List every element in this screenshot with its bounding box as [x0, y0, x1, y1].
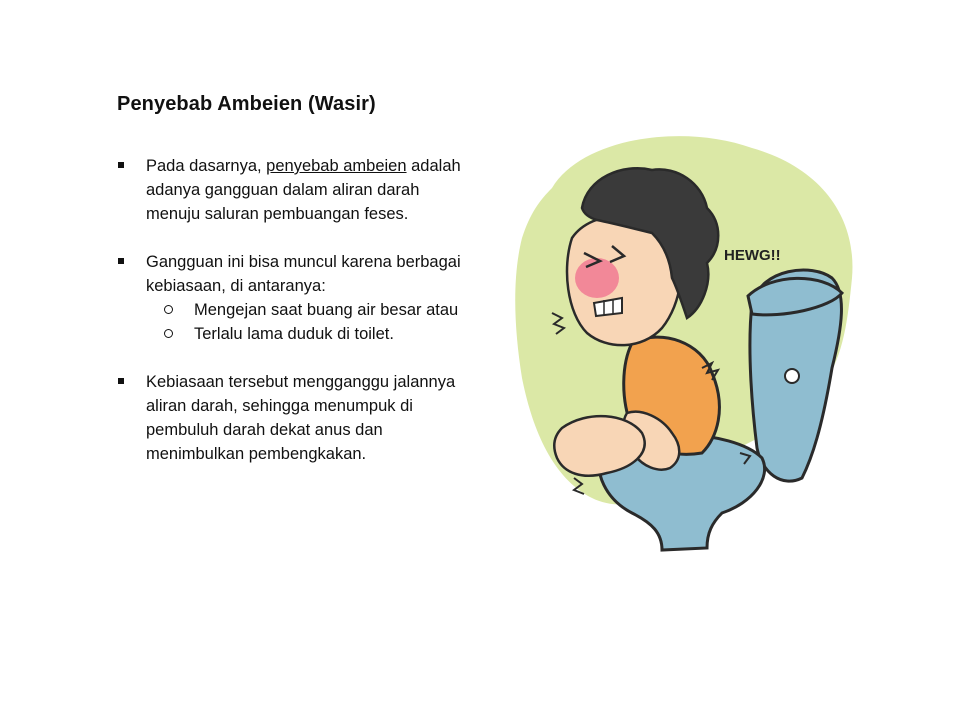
bullet-text-suffix: adalah adanya gangguan dalam aliran darah menuju saluran pembuangan feses. [146, 157, 461, 223]
square-bullet-icon [118, 162, 124, 168]
sub-list-item [146, 298, 477, 322]
bullet-text: Kebiasaan tersebut mengganggu jalannya aliran darah, sehingga menumpuk di pembuluh darah dekat anus dan menimbulkan pembengkakan. [146, 373, 456, 463]
toilet-strain-illustration [512, 128, 868, 566]
penyebab-ambeien-link[interactable]: penyebab ambeien [266, 157, 407, 175]
cheek-blush [575, 258, 619, 298]
bullet-item [117, 370, 477, 466]
slide-body [117, 154, 477, 466]
sub-item-text: Mengejan saat buang air besar atau [194, 301, 459, 319]
sound-effect-text: HEWG!! [724, 247, 781, 264]
sub-list-item [146, 322, 477, 346]
sub-list [146, 298, 477, 346]
bullet-item [117, 154, 477, 226]
bullet-item [117, 250, 477, 346]
square-bullet-icon [118, 378, 124, 384]
slide-title: Penyebab Ambeien (Wasir) [117, 93, 376, 115]
hollow-circle-bullet-icon [164, 305, 173, 314]
hollow-circle-bullet-icon [164, 329, 173, 338]
toilet-flush-button [785, 369, 799, 383]
bullet-text: Gangguan ini bisa muncul karena berbagai kebiasaan, di antaranya: [146, 253, 461, 295]
sub-item-text: Terlalu lama duduk di toilet. [194, 325, 394, 343]
bullet-text-prefix: Pada dasarnya, [146, 157, 267, 175]
square-bullet-icon [118, 258, 124, 264]
